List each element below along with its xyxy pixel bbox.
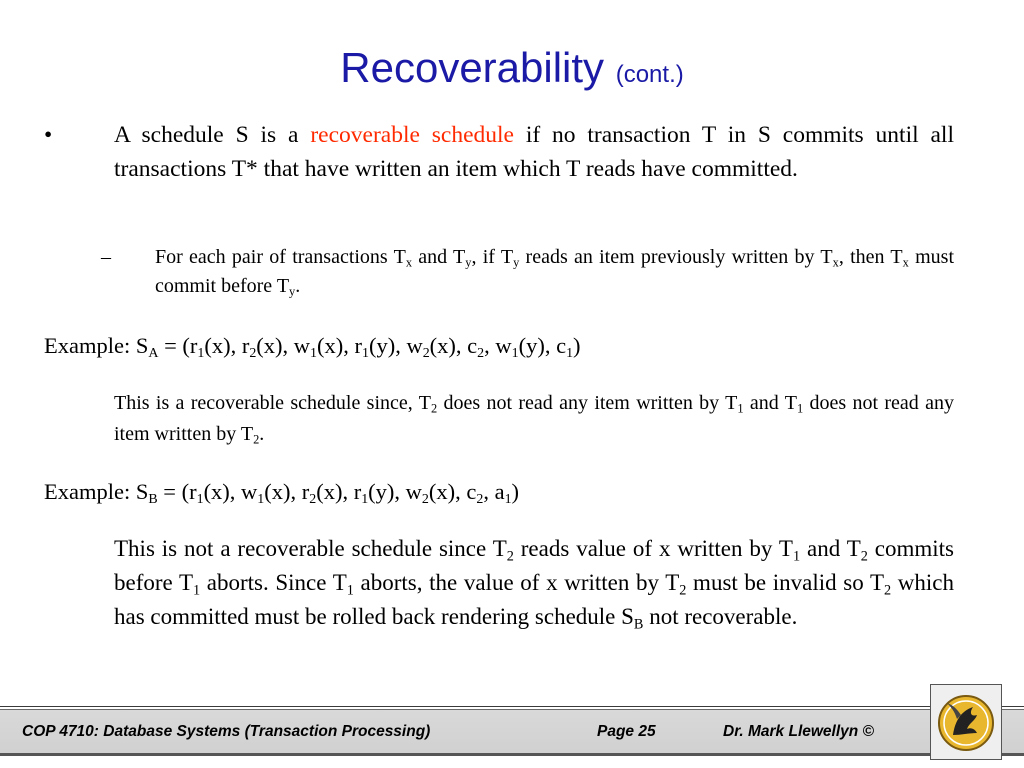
- subscript: x: [902, 255, 909, 270]
- subscript: 1: [504, 492, 512, 508]
- definition-lead: A schedule S is a: [114, 122, 311, 148]
- recoverable-schedule-term: recoverable schedule: [310, 122, 514, 148]
- subscript: A: [148, 346, 159, 362]
- footer-rule: [0, 753, 1024, 756]
- example-b-explanation: This is not a recoverable schedule since $T_2$ reads value of x written by $T_1$ and $T_2$ commits before $T_1$ aborts. Since $T_1$ aborts, the value of x written by $T_2$ must be invalid so $T_2$ which has committed must be rolled back rendering schedule $S_B$ not recoverable.: [114, 536, 954, 633]
- definition-paragraph: [114, 118, 954, 186]
- sub-bullet-marker: –: [101, 246, 111, 268]
- subscript: 2: [506, 548, 514, 565]
- subscript: 2: [421, 492, 429, 508]
- subscript: 2: [679, 582, 687, 599]
- subscript: 1: [511, 346, 519, 362]
- sub-bullet-paragraph: For each pair of transactions $T_x$ and $T_y$, if $T_y$ reads an item previously written by $T_x$, then $T_x$ must commit before $T_y$.: [155, 246, 955, 299]
- subscript: 1: [257, 492, 265, 508]
- subscript: y: [513, 255, 520, 270]
- example-a-explanation: This is a recoverable schedule since, $T_2$ does not read any item written by $T_1$ and $T_1$ does not read any item written by $T_2$.: [114, 392, 955, 447]
- subscript: 1: [796, 401, 804, 416]
- subscript: 2: [884, 582, 892, 599]
- pegasus-logo-icon: [931, 685, 1001, 759]
- footer-course: COP 4710: Database Systems (Transaction Processing): [22, 723, 431, 740]
- subscript: 2: [476, 492, 484, 508]
- subscript: 1: [193, 582, 201, 599]
- title-text: Recoverability: [340, 44, 605, 91]
- subscript: 2: [422, 346, 430, 362]
- slide-title: [0, 38, 1024, 105]
- subscript: B: [633, 616, 644, 633]
- subscript: B: [148, 492, 158, 508]
- subscript: 2: [249, 346, 257, 362]
- ucf-logo: [930, 684, 1002, 760]
- subscript: 2: [309, 492, 317, 508]
- definition-rest: if no transaction T in S commits until all transactions T* that have written an item which T reads have committed.: [114, 122, 954, 182]
- example-b-schedule: Example: $S_B = (r_1(x)$, $w_1(x)$, $r_2(x)$, $r_1(y)$, $w_2(x)$, $c_2$, $a_1$): [44, 479, 520, 508]
- subscript: 2: [253, 432, 260, 447]
- subscript: 1: [361, 492, 369, 508]
- subscript: 1: [346, 582, 354, 599]
- subscript: 1: [310, 346, 317, 362]
- subscript: 1: [197, 346, 205, 362]
- subscript: x: [832, 255, 839, 270]
- subscript: 1: [196, 492, 204, 508]
- subscript: 1: [566, 346, 574, 362]
- bullet-marker: •: [44, 122, 53, 148]
- subscript: y: [465, 255, 472, 270]
- example-a-schedule: Example: $S_A = (r_1(x)$, $r_2(x)$, $w_1(x)$, $r_1(y)$, $w_2(x)$, $c_2$, $w_1(y)$, $c_1$): [44, 333, 581, 362]
- subscript: 2: [430, 401, 438, 416]
- footer-page: Page 25: [597, 723, 656, 740]
- subscript: 2: [477, 346, 485, 362]
- subscript: 1: [792, 548, 801, 565]
- title-suffix: (cont.): [615, 61, 684, 88]
- subscript: y: [289, 284, 296, 299]
- subscript: 1: [361, 346, 369, 362]
- subscript: 2: [860, 548, 868, 565]
- footer-author: Dr. Mark Llewellyn ©: [723, 723, 874, 740]
- subscript: 1: [737, 401, 744, 416]
- subscript: x: [405, 255, 413, 270]
